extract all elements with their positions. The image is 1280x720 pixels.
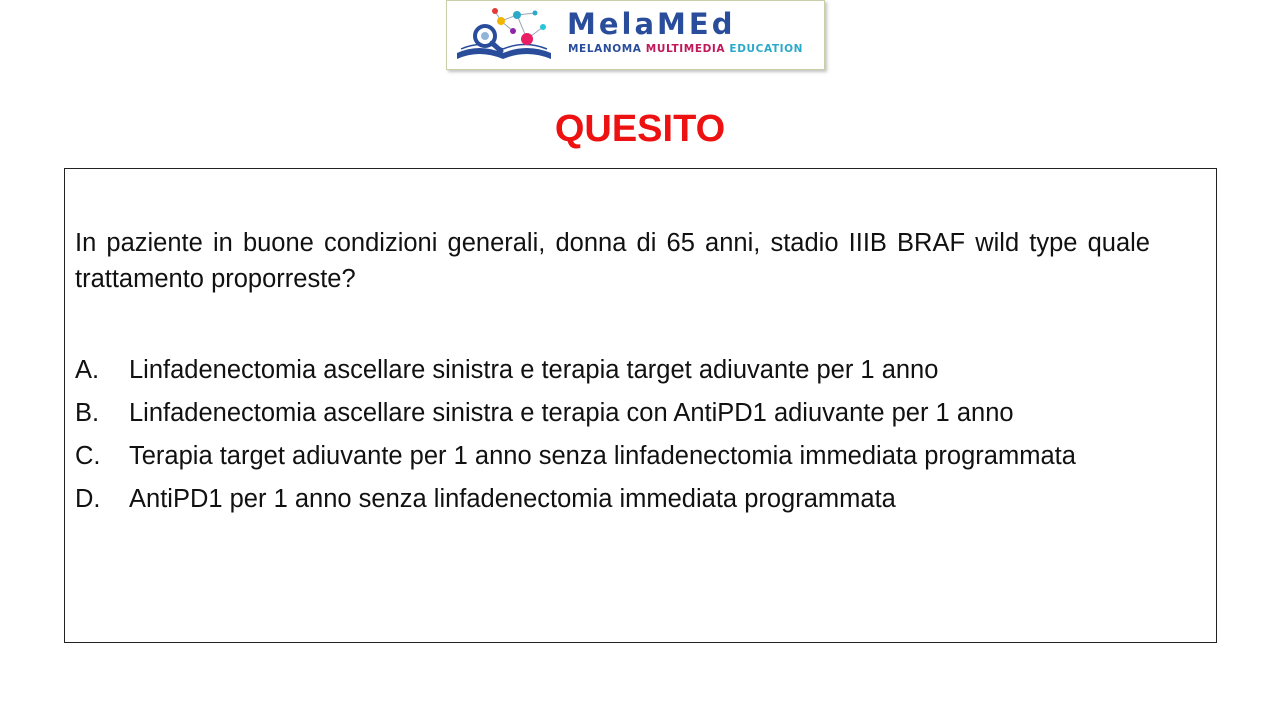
option-b xyxy=(75,395,1165,432)
question-text: In paziente in buone condizioni generali, donna di 65 anni, stadio IIIB BRAF wild type quale trattamento proporreste? xyxy=(75,229,1150,293)
logo-tagline-multimedia: MULTIMEDIA xyxy=(645,43,730,55)
logo-tagline-melanoma: MELANOMA xyxy=(568,43,646,55)
logo-tagline-education: EDUCATION xyxy=(729,43,804,55)
option-text: Linfadenectomia ascellare sinistra e terapia target adiuvante per 1 anno xyxy=(129,356,939,384)
answer-options xyxy=(75,352,1165,524)
logo-tagline xyxy=(568,43,803,56)
option-letter: B. xyxy=(75,399,100,427)
option-text: Linfadenectomia ascellare sinistra e terapia con AntiPD1 adiuvante per 1 anno xyxy=(129,399,1014,427)
page-title: QUESITO xyxy=(554,108,726,150)
logo-name: MelaMEd xyxy=(567,7,736,41)
option-letter: D. xyxy=(75,485,101,513)
magnifier-book-molecule-icon xyxy=(451,5,559,65)
option-letter: A. xyxy=(75,356,100,384)
question-box xyxy=(64,168,1217,643)
option-letter: C. xyxy=(75,442,101,470)
option-text: AntiPD1 per 1 anno senza linfadenectomia immediata programmata xyxy=(129,485,896,513)
option-a xyxy=(75,352,1165,389)
option-d xyxy=(75,481,1165,518)
option-text: Terapia target adiuvante per 1 anno senza linfadenectomia immediata programmata xyxy=(129,442,1076,470)
option-c xyxy=(75,438,1165,475)
logo xyxy=(446,0,825,70)
